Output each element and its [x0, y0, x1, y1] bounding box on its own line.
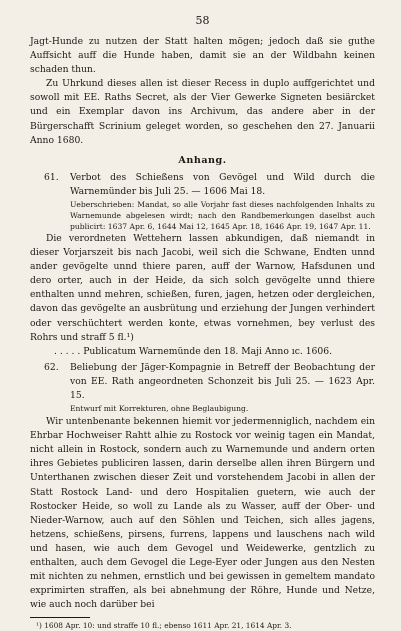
entry-62-number: 62. [44, 361, 59, 373]
intro-paragraph-1: Jagt-Hunde zu nutzen der Statt halten mögen; jedoch daß sie guthe Auffsicht auff die Hunde haben, damit sie an der Wildbahn keinen schaden thun. [30, 36, 375, 76]
entry-61-note: Ueberschrieben: Mandat, so alle Vorjahr fast dieses nachfolgenden Inhalts zu Warnemunde abgelesen wirdt; nach den Randbemerkungen daselbst auch publicirt: 1637 Apr. 6, 1644 Mai 12, 1645 Apr. 18, 1646 Apr. 19, 1647 Apr. 11. [70, 199, 375, 231]
entry-61-heading [30, 171, 375, 199]
entry-62-heading [30, 361, 375, 403]
page-number: 58 [195, 14, 210, 27]
section-title: Anhang. [178, 154, 227, 166]
entry-62-body: Wir untenbenante bekennen hiemit vor jedermenniglich, nachdem ein Ehrbar Hochweiser Rahtt alhie zu Rostock vor weinig tagen ein Mandat, nicht allein in Rostock, sondern auch zu Warnemunde und andern orten ihres Gebietes publiciren lassen, darin derselbe allen ihren Bürgern und Unterthanen zwischen dieser Zeit und vorstehendem Jacobi in allen der Statt Rostock Land- und dero Hospitalien guetern, wie auch der Rostocker Heide, so woll zu Lande als zu Wasser, auff der Ober- und Nieder-Warnow, auch auf den Söhlen und Teichen, sich alles jagens, hetzens, schießens, pirsens, furrens, lappens und lauschens nach wild und hasen, wie auch dem Gevogel und Weidewerke, gentzlich zu enthalten, auch dem Gevogel die Lege-Eyer oder Jungen aus den Nesten mit nichten zu nehmen, ernstlich und bei gewissen in gemeltem mandato exprimirten straffen, als bei abnehmung der Röhre, Hunde und Netze, wie auch noch darüber bei [30, 416, 375, 611]
intro-paragraph-2: Zu Uhrkund dieses allen ist dieser Recess in duplo auffgerichtet und sowoll mit EE. Raths Secret, als der Vier Gewerke Signeten besiärcket und ein Exemplar davon ins Archivum, das andere aber in der Bürgerschafft Scrinium geleget worden, so geschehen den 27. Januarii Anno 1680. [30, 78, 375, 146]
footnote: ¹) 1608 Apr. 10: und straffe 10 fl.; ebenso 1611 Apr. 21, 1614 Apr. 3. [36, 621, 292, 631]
entry-61-title: Verbot des Schießens von Gevögel und Wild durch die Warnemünder bis Juli 25. — 1606 Mai 18. [70, 171, 375, 197]
footnote-rule [30, 617, 90, 618]
entry-62-title: Beliebung der Jäger-Kompagnie in Betreff der Beobachtung der von EE. Rath angeordneten Schonzeit bis Juli 25. — 1623 Apr. 15. [70, 361, 375, 401]
entry-61-body: Die verordneten Wettehern lassen abkundigen, daß niemandt in dieser Vorjarszeit bis nach Jacobi, weil sich die Schwane, Endten unnd ander gevögelte unnd thiere paren, auff der Warnow, Hafsdunen und dero orter, auch in der Heide, da sich solch gevögelte unnd thiere enthalten unnd mehren, schießen, furen, jagen, hetzen oder dergleichen, davon das gevögelte an ausbrütung und erziehung der Jungen verhindert oder verschüchtert werden konte, etwas vornehmen, bey verlust des Rohrs und straff 5 fl.¹) [30, 232, 375, 343]
entry-61-publication: . . . . . Publicatum Warnemünde den 18. Maji Anno ıc. 1606. [54, 345, 333, 357]
entry-61-number: 61. [44, 171, 59, 183]
entry-62-note: Entwurf mit Korrekturen, ohne Beglaubigung. [70, 404, 249, 414]
